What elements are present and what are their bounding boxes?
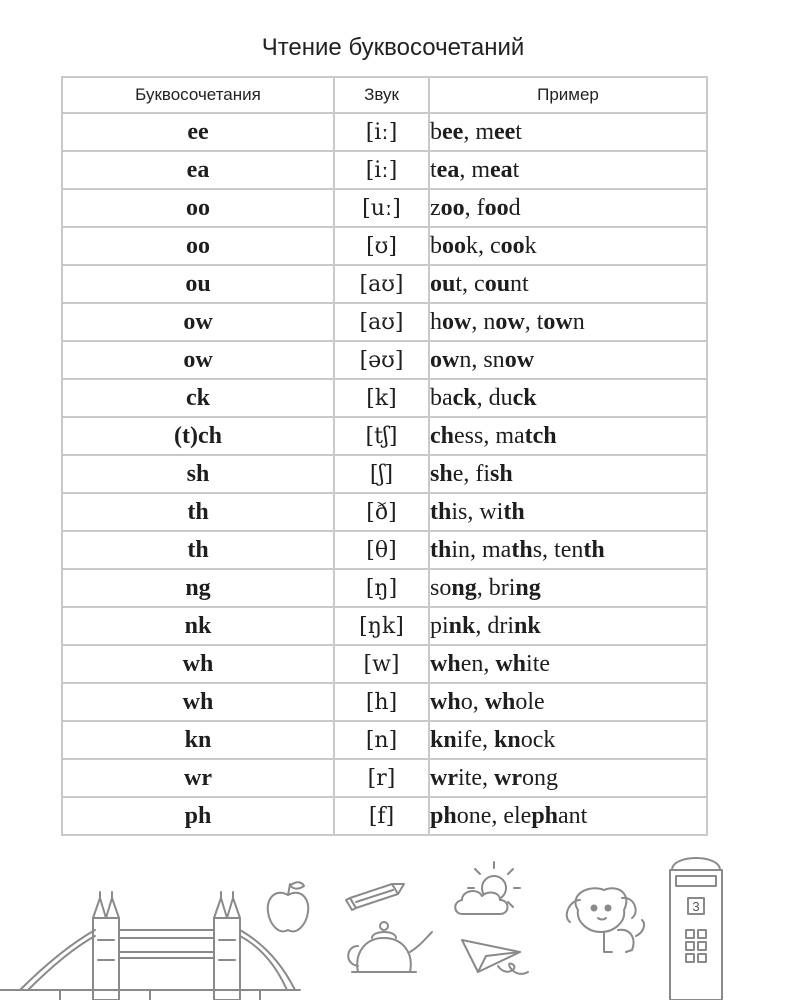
puppy-icon	[567, 888, 644, 952]
example-text: z	[430, 194, 441, 221]
example-text: one, ele	[456, 802, 532, 829]
example-text: ess, ma	[454, 422, 525, 449]
example-highlight: ow	[442, 308, 472, 335]
example-words	[429, 151, 707, 189]
example-text: e, fi	[452, 460, 490, 487]
example-highlight: ou	[484, 270, 511, 297]
example-highlight: ee	[493, 118, 516, 145]
example-text: en,	[460, 650, 496, 677]
sound-transcription: [r]	[334, 759, 429, 797]
example-text: k	[524, 232, 537, 259]
example-text: ife,	[456, 726, 495, 753]
example-text: ock	[520, 726, 556, 753]
example-highlight: oo	[440, 194, 465, 221]
example-text: o,	[460, 688, 485, 715]
letter-combination: oo	[62, 189, 334, 227]
example-words	[429, 265, 707, 303]
sound-transcription: [n]	[334, 721, 429, 759]
example-text: ole	[515, 688, 545, 715]
table-row	[62, 151, 707, 189]
sound-transcription: [ŋk]	[334, 607, 429, 645]
example-highlight: th	[430, 536, 452, 563]
letter-combination: th	[62, 493, 334, 531]
example-highlight: ow	[504, 346, 535, 373]
example-text: pi	[430, 612, 449, 639]
pencil-icon	[346, 884, 404, 910]
example-highlight: ee	[442, 118, 464, 145]
example-text: ite,	[457, 764, 494, 791]
example-highlight: tch	[524, 422, 557, 449]
example-text: s, ten	[532, 536, 584, 563]
table-row	[62, 607, 707, 645]
example-words	[429, 379, 707, 417]
example-highlight: ow	[543, 308, 573, 335]
sound-transcription: [h]	[334, 683, 429, 721]
example-text: , du	[476, 384, 513, 411]
paper-plane-icon	[462, 940, 528, 974]
example-text: n, sn	[459, 346, 505, 373]
example-highlight: ph	[531, 802, 559, 829]
letter-combination: nk	[62, 607, 334, 645]
example-words	[429, 645, 707, 683]
example-text: t, c	[455, 270, 485, 297]
example-text: so	[430, 574, 452, 601]
header-example: Пример	[429, 77, 707, 113]
example-highlight: ck	[512, 384, 537, 411]
sound-transcription: [aʊ]	[334, 303, 429, 341]
letter-combination: (t)ch	[62, 417, 334, 455]
example-words	[429, 531, 707, 569]
example-text: t	[430, 156, 437, 183]
table-row	[62, 683, 707, 721]
sound-transcription: [iː]	[334, 151, 429, 189]
example-highlight: oo	[500, 232, 525, 259]
example-highlight: wr	[493, 764, 522, 791]
example-text: ite	[526, 650, 551, 677]
example-highlight: oo	[442, 232, 466, 259]
sound-transcription: [ʃ]	[334, 455, 429, 493]
example-text: , n	[471, 308, 496, 335]
example-highlight: th	[511, 536, 533, 563]
sound-transcription: [k]	[334, 379, 429, 417]
example-highlight: ck	[452, 384, 477, 411]
table-row	[62, 303, 707, 341]
sound-transcription: [ð]	[334, 493, 429, 531]
example-text: is, wi	[451, 498, 504, 525]
letter-combination: ou	[62, 265, 334, 303]
table-row	[62, 721, 707, 759]
header-combination: Буквосочетания	[62, 77, 334, 113]
example-text: , t	[524, 308, 544, 335]
example-highlight: th	[430, 498, 452, 525]
example-highlight: ch	[430, 422, 454, 449]
example-text: , m	[463, 118, 494, 145]
example-highlight: nk	[514, 612, 541, 639]
teapot-icon	[348, 922, 432, 972]
example-highlight: ow	[495, 308, 525, 335]
example-highlight: th	[503, 498, 525, 525]
example-highlight: wh	[484, 688, 516, 715]
letter-combination: wr	[62, 759, 334, 797]
table-row	[62, 759, 707, 797]
letter-combination: ph	[62, 797, 334, 835]
example-text: , m	[459, 156, 490, 183]
example-text: ant	[558, 802, 588, 829]
phone-box-number: 3	[692, 899, 700, 914]
table-row	[62, 417, 707, 455]
example-highlight: ow	[430, 346, 460, 373]
example-highlight: ng	[515, 574, 541, 601]
sound-transcription: [əʊ]	[334, 341, 429, 379]
example-highlight: wr	[430, 764, 458, 791]
sound-transcription: [f]	[334, 797, 429, 835]
sound-transcription: [θ]	[334, 531, 429, 569]
table-row	[62, 493, 707, 531]
letter-combination: oo	[62, 227, 334, 265]
example-words	[429, 341, 707, 379]
example-text: b	[430, 232, 442, 259]
example-highlight: ea	[436, 156, 460, 183]
table-row	[62, 265, 707, 303]
phone-box-icon	[670, 858, 722, 1000]
tower-bridge-icon	[0, 892, 300, 1000]
page-title: Чтение буквосочетаний	[261, 34, 525, 61]
example-words	[429, 455, 707, 493]
example-words	[429, 113, 707, 151]
sound-transcription: [iː]	[334, 113, 429, 151]
table-row	[62, 645, 707, 683]
example-highlight: wh	[495, 650, 527, 677]
sun-cloud-icon	[455, 862, 520, 914]
example-words	[429, 569, 707, 607]
table-row	[62, 569, 707, 607]
example-text: ba	[430, 384, 453, 411]
header-sound: Звук	[334, 77, 429, 113]
letter-combination: sh	[62, 455, 334, 493]
example-highlight: wh	[430, 688, 461, 715]
example-highlight: kn	[494, 726, 521, 753]
table-row	[62, 379, 707, 417]
table-row	[62, 341, 707, 379]
example-words	[429, 227, 707, 265]
letter-combination: ow	[62, 303, 334, 341]
table-row	[62, 189, 707, 227]
sound-transcription: [uː]	[334, 189, 429, 227]
example-words	[429, 759, 707, 797]
table-row	[62, 455, 707, 493]
example-highlight: th	[583, 536, 605, 563]
example-highlight: ph	[430, 802, 457, 829]
example-text: n	[572, 308, 585, 335]
example-highlight: sh	[490, 460, 513, 487]
example-words	[429, 303, 707, 341]
example-text: t	[512, 156, 520, 183]
example-highlight: wh	[430, 650, 461, 677]
example-words	[429, 417, 707, 455]
example-text: in, ma	[451, 536, 512, 563]
example-highlight: oo	[484, 194, 509, 221]
table-row	[62, 227, 707, 265]
sound-transcription: [tʃ]	[334, 417, 429, 455]
letter-combination: ow	[62, 341, 334, 379]
sound-transcription: [ʊ]	[334, 227, 429, 265]
example-words	[429, 493, 707, 531]
example-text: h	[430, 308, 442, 335]
table-row	[62, 113, 707, 151]
letter-combination: ck	[62, 379, 334, 417]
example-text: , dri	[475, 612, 515, 639]
example-text: d	[508, 194, 521, 221]
example-words	[429, 607, 707, 645]
letter-combination: kn	[62, 721, 334, 759]
letter-combination: ea	[62, 151, 334, 189]
example-text: k, c	[466, 232, 501, 259]
decorations	[0, 840, 786, 1000]
reading-table	[61, 76, 708, 836]
table-header-row	[62, 77, 707, 113]
example-highlight: ea	[490, 156, 513, 183]
letter-combination: ee	[62, 113, 334, 151]
example-highlight: sh	[430, 460, 453, 487]
letter-combination: ng	[62, 569, 334, 607]
letter-combination: th	[62, 531, 334, 569]
example-words	[429, 721, 707, 759]
example-highlight: nk	[448, 612, 476, 639]
example-words	[429, 797, 707, 835]
example-text: b	[430, 118, 442, 145]
example-text: t	[515, 118, 522, 145]
table-row	[62, 797, 707, 835]
example-highlight: ou	[430, 270, 456, 297]
apple-icon	[268, 882, 309, 931]
example-words	[429, 189, 707, 227]
table-row	[62, 531, 707, 569]
example-words	[429, 683, 707, 721]
sound-transcription: [ŋ]	[334, 569, 429, 607]
letter-combination: wh	[62, 645, 334, 683]
letter-combination: wh	[62, 683, 334, 721]
sound-transcription: [w]	[334, 645, 429, 683]
example-text: , f	[464, 194, 485, 221]
example-highlight: kn	[430, 726, 457, 753]
sound-transcription: [aʊ]	[334, 265, 429, 303]
example-text: , bri	[476, 574, 516, 601]
example-text: ong	[521, 764, 558, 791]
example-text: nt	[510, 270, 529, 297]
example-highlight: ng	[451, 574, 477, 601]
